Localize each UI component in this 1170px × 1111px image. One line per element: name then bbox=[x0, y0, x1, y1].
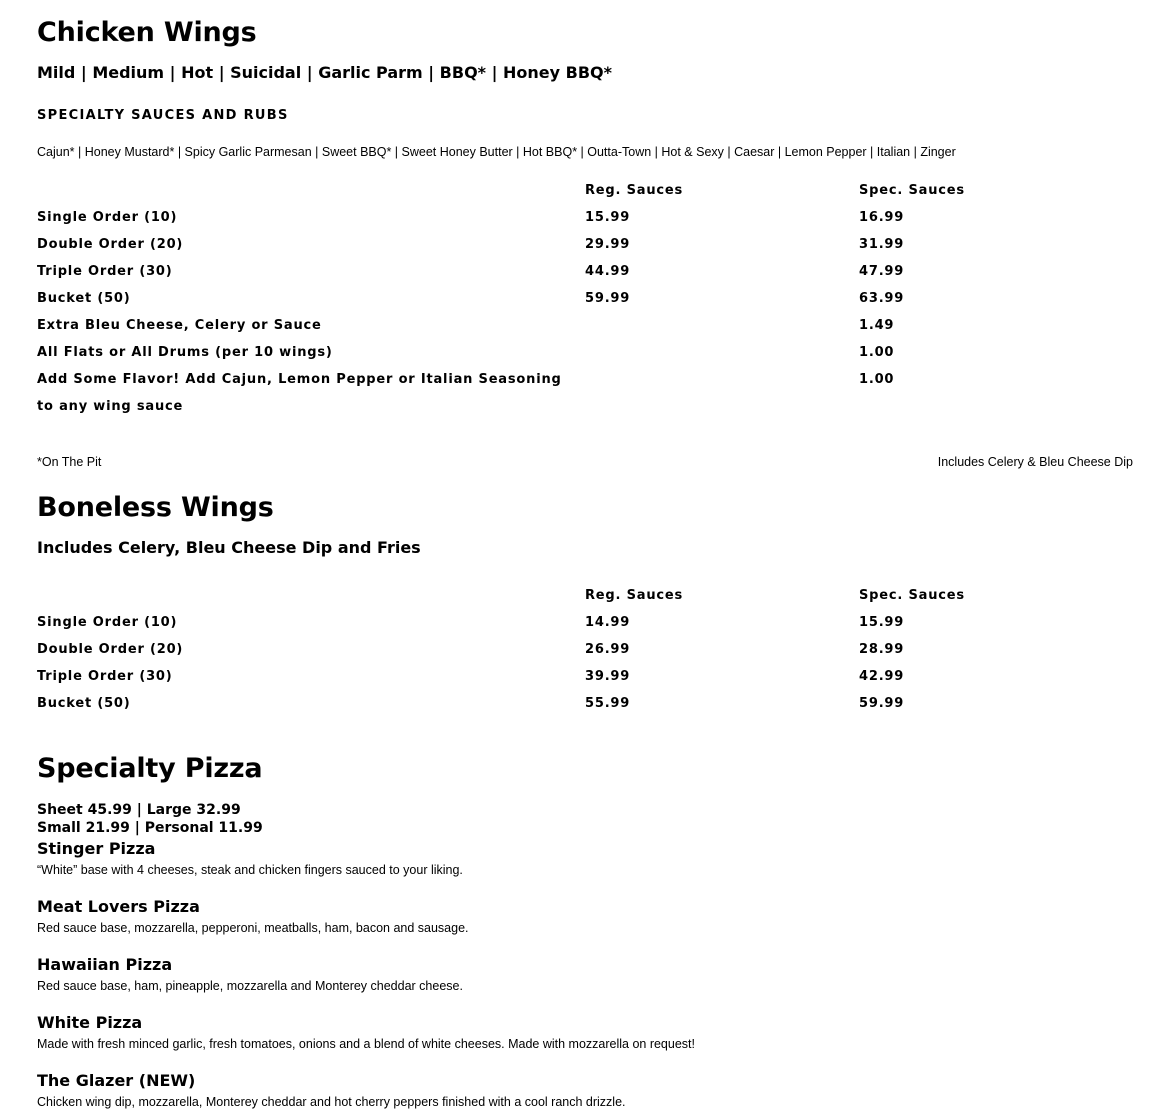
item-name: Extra Bleu Cheese, Celery or Sauce bbox=[37, 318, 322, 333]
table-row bbox=[37, 285, 1133, 312]
chicken-wings-title: Chicken Wings bbox=[37, 17, 257, 48]
pizza-name: Stinger Pizza bbox=[37, 839, 156, 858]
reg-price: 29.99 bbox=[585, 237, 631, 252]
table-row bbox=[37, 312, 1133, 339]
wing-sauces-line: Mild | Medium | Hot | Suicidal | Garlic Parm | BBQ* | Honey BBQ* bbox=[37, 63, 612, 82]
item-name: Triple Order (30) bbox=[37, 669, 173, 684]
boneless-wings-title: Boneless Wings bbox=[37, 492, 274, 523]
spec-price: 1.49 bbox=[859, 318, 895, 333]
spec-price: 1.00 bbox=[859, 345, 895, 360]
reg-price: 55.99 bbox=[585, 696, 631, 711]
pizza-item bbox=[37, 1071, 626, 1111]
chicken-wings-price-table bbox=[37, 177, 1133, 420]
specialty-sauces-heading: SPECIALTY SAUCES AND RUBS bbox=[37, 108, 289, 123]
spec-price: 63.99 bbox=[859, 291, 905, 306]
reg-price: 26.99 bbox=[585, 642, 631, 657]
table-row bbox=[37, 204, 1133, 231]
table-row bbox=[37, 690, 1133, 717]
pizza-description: Made with fresh minced garlic, fresh tomatoes, onions and a blend of white cheeses. Made with mozzarella on request! bbox=[37, 1037, 695, 1051]
pizza-description: Chicken wing dip, mozzarella, Monterey cheddar and hot cherry peppers finished with a cool ranch drizzle. bbox=[37, 1095, 626, 1109]
table-row bbox=[37, 663, 1133, 690]
includes-note: Includes Celery & Bleu Cheese Dip bbox=[937, 455, 1133, 469]
table-row bbox=[37, 231, 1133, 258]
item-name: Triple Order (30) bbox=[37, 264, 173, 279]
pizza-sizes-prices-line-1: Sheet 45.99 | Large 32.99 bbox=[37, 802, 241, 818]
spec-price: 1.00 bbox=[859, 372, 895, 387]
pizza-name: White Pizza bbox=[37, 1013, 143, 1032]
table-row bbox=[37, 339, 1133, 366]
pizza-description: Red sauce base, ham, pineapple, mozzarella and Monterey cheddar cheese. bbox=[37, 979, 463, 993]
item-name: Single Order (10) bbox=[37, 210, 178, 225]
reg-price: 59.99 bbox=[585, 291, 631, 306]
spec-price: 59.99 bbox=[859, 696, 905, 711]
pizza-name: Meat Lovers Pizza bbox=[37, 897, 200, 916]
item-name: Double Order (20) bbox=[37, 237, 184, 252]
column-header-spec-sauces: Spec. Sauces bbox=[859, 588, 965, 603]
spec-price: 31.99 bbox=[859, 237, 905, 252]
table-row bbox=[37, 258, 1133, 285]
column-header-reg-sauces: Reg. Sauces bbox=[585, 183, 684, 198]
on-the-pit-note: *On The Pit bbox=[37, 455, 102, 469]
pizza-sizes-prices-line-2: Small 21.99 | Personal 11.99 bbox=[37, 820, 263, 836]
reg-price: 44.99 bbox=[585, 264, 631, 279]
wings-footnote bbox=[37, 453, 1133, 471]
reg-price: 14.99 bbox=[585, 615, 631, 630]
pizza-item bbox=[37, 1013, 695, 1053]
pizza-description: “White” base with 4 cheeses, steak and chicken fingers sauced to your liking. bbox=[37, 863, 463, 877]
item-name: Bucket (50) bbox=[37, 291, 131, 306]
item-name: Bucket (50) bbox=[37, 696, 131, 711]
reg-price: 39.99 bbox=[585, 669, 631, 684]
spec-price: 16.99 bbox=[859, 210, 905, 225]
item-name: Double Order (20) bbox=[37, 642, 184, 657]
specialty-pizza-title: Specialty Pizza bbox=[37, 753, 263, 784]
column-header-reg-sauces: Reg. Sauces bbox=[585, 588, 684, 603]
pizza-item bbox=[37, 897, 469, 937]
table-row bbox=[37, 636, 1133, 663]
boneless-wings-price-table bbox=[37, 582, 1133, 717]
spec-price: 47.99 bbox=[859, 264, 905, 279]
pizza-description: Red sauce base, mozzarella, pepperoni, meatballs, ham, bacon and sausage. bbox=[37, 921, 469, 935]
table-row bbox=[37, 609, 1133, 636]
reg-price: 15.99 bbox=[585, 210, 631, 225]
boneless-includes-line: Includes Celery, Bleu Cheese Dip and Fries bbox=[37, 538, 421, 557]
pizza-item bbox=[37, 955, 463, 995]
pizza-name: The Glazer (NEW) bbox=[37, 1071, 196, 1090]
table-header bbox=[37, 177, 1133, 204]
column-header-spec-sauces: Spec. Sauces bbox=[859, 183, 965, 198]
spec-price: 42.99 bbox=[859, 669, 905, 684]
specialty-sauces-list: Cajun* | Honey Mustard* | Spicy Garlic Parmesan | Sweet BBQ* | Sweet Honey Butter | Hot BBQ* | Outta-Town | Hot & Sexy | Caesar | Lemon Pepper | Italian | Zinger bbox=[37, 145, 956, 159]
spec-price: 28.99 bbox=[859, 642, 905, 657]
item-name: Single Order (10) bbox=[37, 615, 178, 630]
pizza-name: Hawaiian Pizza bbox=[37, 955, 173, 974]
table-row bbox=[37, 366, 1133, 420]
table-header bbox=[37, 582, 1133, 609]
item-name: Add Some Flavor! Add Cajun, Lemon Pepper or Italian Seasoning to any wing sauce bbox=[37, 372, 562, 414]
item-name: All Flats or All Drums (per 10 wings) bbox=[37, 345, 333, 360]
pizza-item bbox=[37, 839, 463, 879]
spec-price: 15.99 bbox=[859, 615, 905, 630]
